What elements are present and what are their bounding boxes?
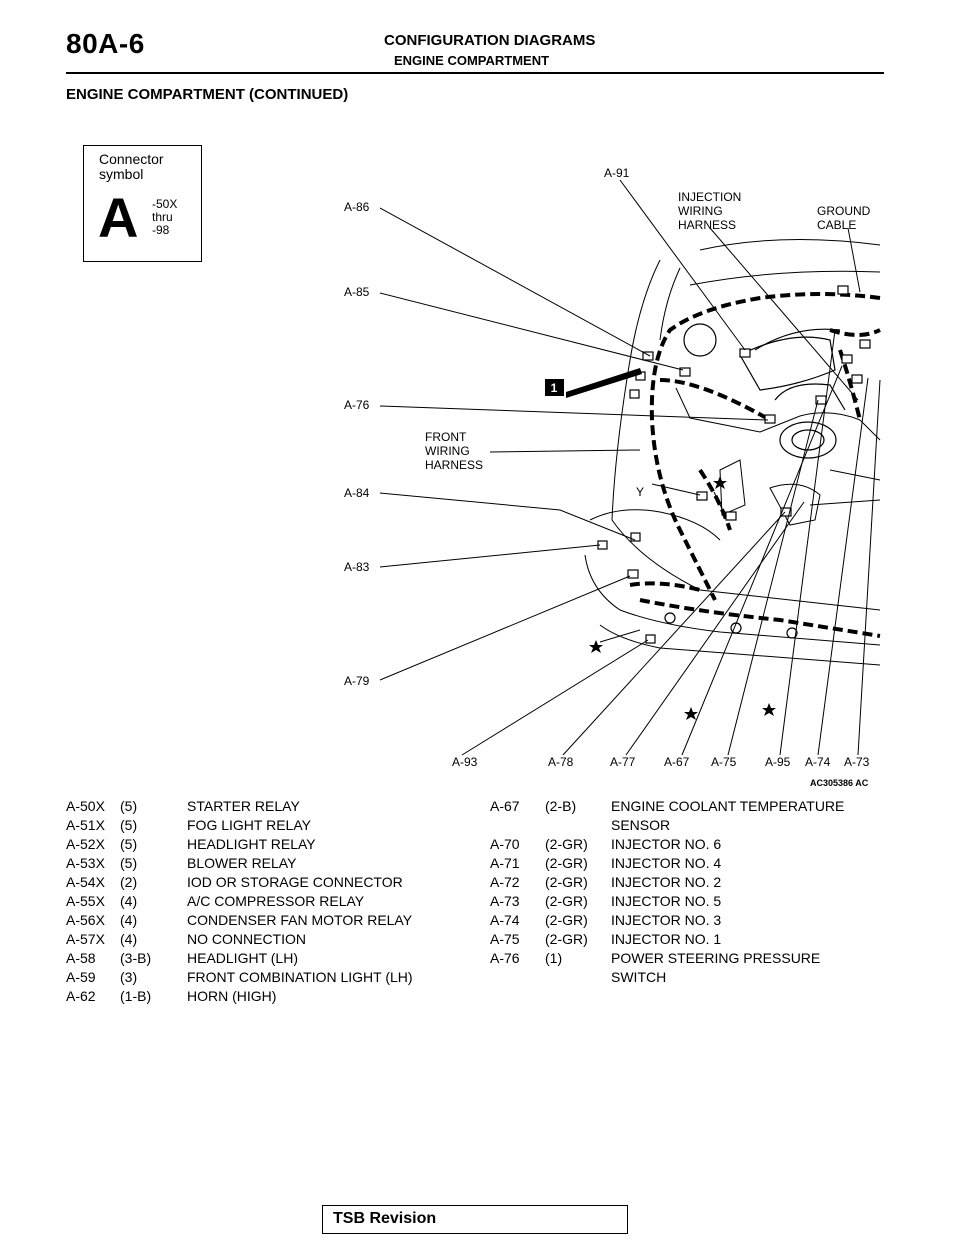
label-a85: A-85 [344, 285, 370, 299]
label-front-harness: HARNESS [425, 458, 484, 472]
list-item: A-57X (4) NO CONNECTION [66, 931, 306, 947]
list-item: A-67 (2-B) ENGINE COOLANT TEMPERATURE SENSOR [490, 798, 845, 833]
label-a77: A-77 [610, 755, 636, 769]
list-item: A-72 (2-GR) INJECTOR NO. 2 [490, 874, 722, 890]
header-title: CONFIGURATION DIAGRAMS [384, 32, 596, 49]
list-item: A-76 (1) POWER STEERING PRESSURE SWITCH [490, 950, 821, 985]
list-item: A-50X (5) STARTER RELAY [66, 798, 300, 814]
list-item: A-71 (2-GR) INJECTOR NO. 4 [490, 855, 722, 871]
tsb-revision-box [322, 1205, 628, 1234]
label-front-harness: WIRING [425, 444, 470, 458]
list-item: A-74 (2-GR) INJECTOR NO. 3 [490, 912, 722, 928]
star-icon [684, 707, 698, 720]
wiring-harness [630, 294, 880, 636]
label-a67: A-67 [664, 755, 690, 769]
label-a91: A-91 [604, 166, 630, 180]
label-a86: A-86 [344, 200, 370, 214]
label-a93: A-93 [452, 755, 478, 769]
list-item: A-62 (1-B) HORN (HIGH) [66, 988, 277, 1004]
connector-symbol-letter: A [98, 186, 139, 249]
connector-range-line: -98 [152, 223, 170, 237]
list-item: A-73 (2-GR) INJECTOR NO. 5 [490, 893, 722, 909]
list-item: A-56X (4) CONDENSER FAN MOTOR RELAY [66, 912, 413, 928]
list-item: A-51X (5) FOG LIGHT RELAY [66, 817, 311, 833]
label-a73: A-73 [844, 755, 870, 769]
label-a78: A-78 [548, 755, 574, 769]
section-heading: ENGINE COMPARTMENT (CONTINUED) [66, 86, 349, 103]
list-item: A-52X (5) HEADLIGHT RELAY [66, 836, 316, 852]
callout-1-arrow [545, 368, 642, 398]
tsb-revision-label: TSB Revision [333, 1210, 437, 1227]
label-a95: A-95 [765, 755, 791, 769]
connector-range-line: thru [152, 210, 173, 224]
figure-code: AC305386 AC [810, 778, 869, 788]
label-injection-harness: INJECTION [678, 190, 742, 204]
label-a75: A-75 [711, 755, 737, 769]
label-ground-cable: CABLE [817, 218, 857, 232]
list-item: A-70 (2-GR) INJECTOR NO. 6 [490, 836, 722, 852]
connector-list-left [66, 797, 466, 1006]
label-front-harness: FRONT [425, 430, 467, 444]
list-item: A-75 (2-GR) INJECTOR NO. 1 [490, 931, 722, 947]
connector-symbol-caption: Connector symbol [99, 151, 164, 182]
vehicle-body-outline [585, 240, 880, 665]
star-icon [713, 476, 727, 489]
list-item: A-55X (4) A/C COMPRESSOR RELAY [66, 893, 365, 909]
label-a76: A-76 [344, 398, 370, 412]
list-item: A-54X (2) IOD OR STORAGE CONNECTOR [66, 874, 403, 890]
star-markers [589, 476, 776, 720]
label-a84: A-84 [344, 486, 370, 500]
list-item: A-59 (3) FRONT COMBINATION LIGHT (LH) [66, 969, 413, 985]
label-a83: A-83 [344, 560, 370, 574]
connector-range-line: -50X [152, 197, 178, 211]
list-item: A-53X (5) BLOWER RELAY [66, 855, 297, 871]
callout-number: 1 [550, 381, 558, 395]
label-y-marker: Y [636, 485, 645, 499]
label-injection-harness: WIRING [678, 204, 723, 218]
star-icon [762, 703, 776, 716]
diagram-labels [344, 166, 871, 788]
label-injection-harness: HARNESS [678, 218, 737, 232]
page-number: 80A-6 [66, 28, 145, 59]
label-a74: A-74 [805, 755, 831, 769]
label-a79: A-79 [344, 674, 370, 688]
list-item: A-58 (3-B) HEADLIGHT (LH) [66, 950, 298, 966]
label-ground-cable: GROUND [817, 204, 871, 218]
header-subtitle: ENGINE COMPARTMENT [394, 53, 550, 68]
connector-list-right [490, 797, 884, 987]
